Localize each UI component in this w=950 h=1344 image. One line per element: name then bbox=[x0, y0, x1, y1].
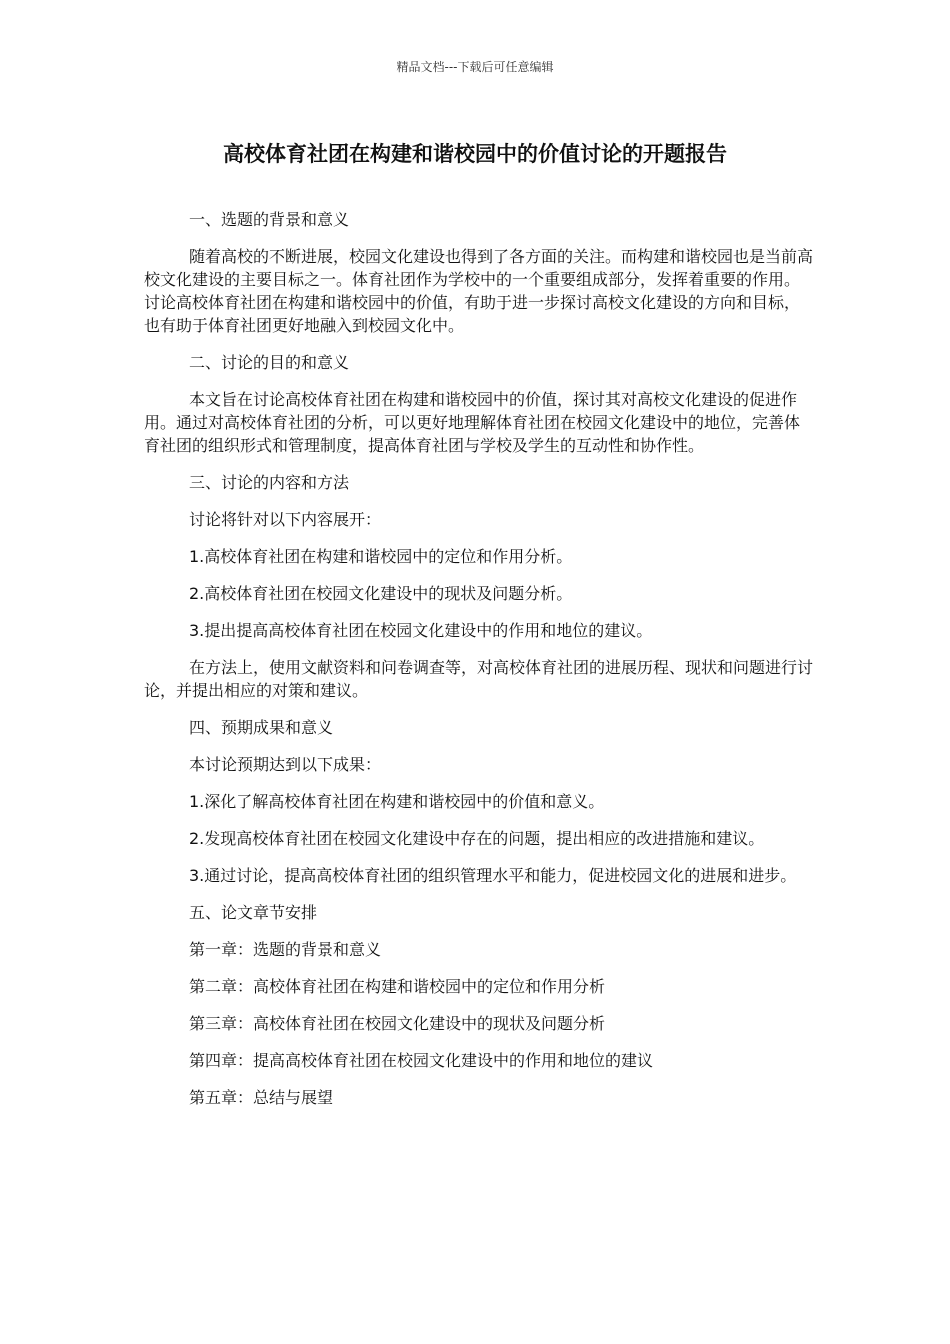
body-paragraph: 本文旨在讨论高校体育社团在构建和谐校园中的价值，探讨其对高校文化建设的促进作用。通过对高校体育社团的分析，可以更好地理解体育社团在校园文化建设中的地位，完善体育社团的组织形式和管理制度，提高体育社团与学校及学生的互动性和协作性。 bbox=[144, 390, 801, 455]
list-item: 1.深化了解高校体育社团在构建和谐校园中的价值和意义。 bbox=[189, 792, 605, 811]
list-item: 1.高校体育社团在构建和谐校园中的定位和作用分析。 bbox=[189, 547, 573, 566]
chapter-item: 第五章：总结与展望 bbox=[189, 1088, 334, 1107]
section-heading-4: 四、预期成果和意义 bbox=[189, 718, 334, 737]
section-heading-1: 一、选题的背景和意义 bbox=[189, 210, 350, 229]
chapter-item: 第一章：选题的背景和意义 bbox=[189, 940, 382, 959]
body-paragraph: 随着高校的不断进展，校园文化建设也得到了各方面的关注。而构建和谐校园也是当前高校文化建设的主要目标之一。体育社团作为学校中的一个重要组成部分，发挥着重要的作用。讨论高校体育社团在构建和谐校园中的价值，有助于进一步探讨高校文化建设的方向和目标，也有助于体育社团更好地融入到校园文化中。 bbox=[144, 247, 814, 335]
chapter-item: 第二章：高校体育社团在构建和谐校园中的定位和作用分析 bbox=[189, 977, 606, 996]
section-heading-3: 三、讨论的内容和方法 bbox=[189, 473, 350, 492]
section-heading-5: 五、论文章节安排 bbox=[189, 903, 318, 922]
page-header: 精品文档---下载后可任意编辑 bbox=[396, 60, 554, 74]
body-paragraph: 在方法上，使用文献资料和问卷调查等，对高校体育社团的进展历程、现状和问题进行讨论，并提出相应的对策和建议。 bbox=[144, 658, 814, 700]
chapter-item: 第四章：提高高校体育社团在校园文化建设中的作用和地位的建议 bbox=[189, 1051, 654, 1070]
chapter-item: 第三章：高校体育社团在校园文化建设中的现状及问题分析 bbox=[189, 1014, 606, 1033]
list-item: 2.发现高校体育社团在校园文化建设中存在的问题，提出相应的改进措施和建议。 bbox=[189, 829, 765, 848]
document-title: 高校体育社团在构建和谐校园中的价值讨论的开题报告 bbox=[223, 142, 727, 166]
list-item: 3.提出提高高校体育社团在校园文化建设中的作用和地位的建议。 bbox=[189, 621, 653, 640]
list-item: 2.高校体育社团在校园文化建设中的现状及问题分析。 bbox=[189, 584, 573, 603]
body-paragraph: 讨论将针对以下内容展开： bbox=[189, 510, 382, 529]
section-heading-2: 二、讨论的目的和意义 bbox=[189, 353, 350, 372]
body-paragraph: 本讨论预期达到以下成果： bbox=[189, 755, 382, 774]
list-item: 3.通过讨论，提高高校体育社团的组织管理水平和能力，促进校园文化的进展和进步。 bbox=[189, 866, 797, 885]
document-body bbox=[144, 208, 814, 1123]
